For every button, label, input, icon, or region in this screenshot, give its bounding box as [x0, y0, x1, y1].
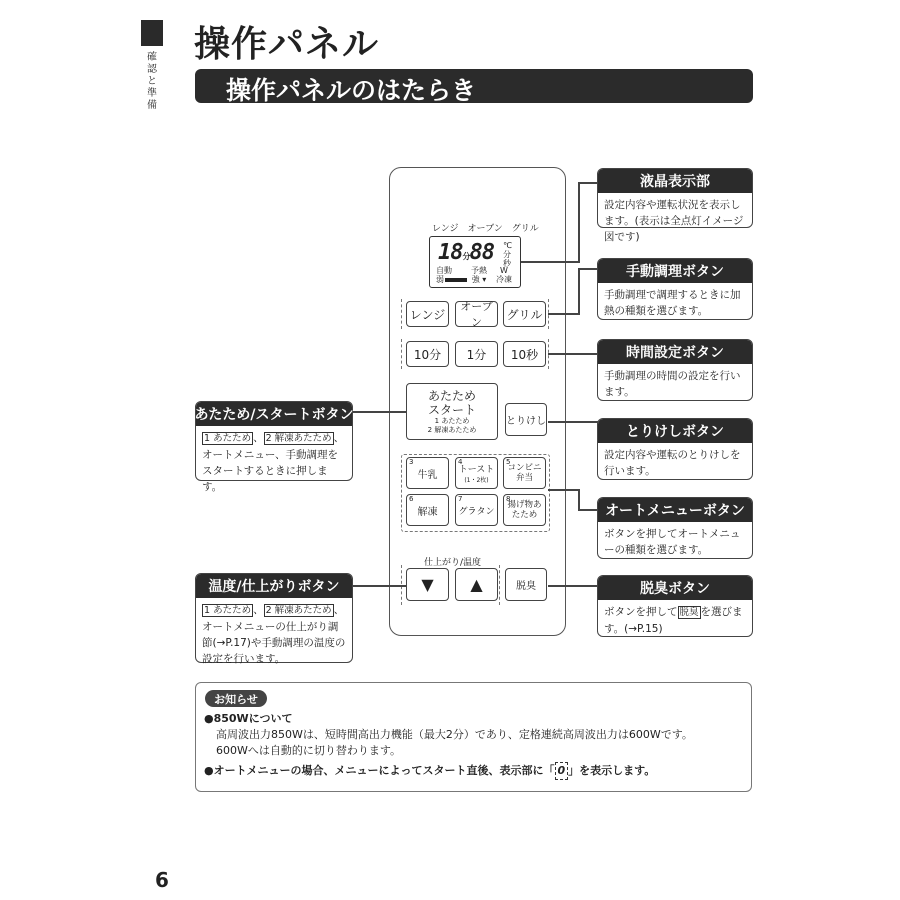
callout-text: 手動調理の時間の設定を行います。 [604, 370, 741, 398]
connector-line [521, 261, 580, 263]
lcd-preheat-label: 予熱 [471, 266, 487, 275]
lcd-unit-min2: 分 [503, 250, 511, 259]
callout-deodor [597, 575, 753, 637]
callout-cancel [597, 418, 753, 480]
menu-num: 3 [409, 458, 414, 466]
section-title: 操作パネルのはたらき [226, 76, 477, 105]
start-button-sub1: 1 あたため [434, 417, 470, 425]
menu-label: 解凍 [417, 506, 438, 518]
connector-line [548, 489, 580, 491]
deodorize-button[interactable]: 脱臭 [505, 568, 547, 601]
notice-tag: お知らせ [205, 690, 267, 707]
lcd-level-bar [445, 278, 467, 282]
key-1: 1 あたため [204, 605, 252, 616]
lcd-unit-min: 分 [462, 252, 470, 261]
menu-label: 牛乳 [417, 469, 438, 481]
key-1: 1 あたため [204, 433, 252, 444]
toast-button[interactable] [455, 457, 498, 489]
menu-sub: (1・2枚) [464, 477, 489, 484]
menu-label: トースト [458, 465, 495, 475]
connector-line [548, 585, 598, 587]
connector-line [578, 268, 580, 314]
notice-item2-post: 」を表示します。 [568, 764, 656, 777]
callout-text: 1 あたため 、 2 解凍あたため 、オートメニュー、手動調理をスタートするときに押します。 [202, 432, 345, 493]
menu-num: 7 [458, 495, 463, 503]
connector-line [548, 353, 598, 355]
lcd-digits [438, 240, 494, 265]
defrost-button[interactable] [406, 494, 449, 526]
callout-text-pre: ボタンを押して [604, 606, 678, 618]
callout-manual [597, 258, 753, 320]
cancel-button[interactable]: とりけし [505, 403, 547, 436]
convenience-bento-button[interactable] [503, 457, 546, 489]
lcd-preheat [471, 266, 487, 284]
lcd-digits-left: 18 [438, 240, 463, 265]
one-min-button[interactable]: 1分 [455, 341, 498, 367]
finish-label: 仕上がり/温度 [424, 558, 482, 568]
connector-line [578, 182, 580, 262]
menu-label: コンビニ弁当 [507, 463, 542, 483]
connector-line [578, 489, 580, 510]
gratin-button[interactable] [455, 494, 498, 526]
lcd-strong-label: 強 [471, 275, 480, 284]
menu-label: 揚げ物あたため [507, 500, 542, 520]
lcd-units [503, 241, 512, 268]
notice-item2-pre: ●オートメニューの場合、メニューによってスタート直後、表示部に「 [204, 764, 555, 777]
connector-line [578, 509, 598, 511]
fried-food-button[interactable] [503, 494, 546, 526]
down-button[interactable]: ▼ [406, 568, 449, 601]
ten-sec-button[interactable]: 10秒 [503, 341, 546, 367]
callout-temp [195, 573, 353, 663]
callout-text-body: 、オートメニュー、手動調理をスタートするときに押します。 [202, 432, 345, 493]
connector-line [548, 313, 580, 315]
notice-item1-line2: 600Wへは自動的に切り替わります。 [216, 744, 401, 757]
start-button-label: あたため スタート [427, 389, 476, 417]
menu-num: 6 [409, 495, 414, 503]
callout-title: 液晶表示部 [598, 169, 752, 193]
lcd-w [496, 266, 512, 284]
callout-text: ボタンを押してオートメニューの種類を選びます。 [604, 528, 741, 556]
connector-line [352, 411, 406, 413]
key-2: 2 解凍あたため [265, 433, 332, 444]
lcd-arrow-icon: ▾ [482, 275, 487, 284]
callout-title: あたため/スタートボタン [196, 402, 352, 426]
callout-text [598, 600, 752, 641]
lcd-freeze-label: 冷凍 [496, 275, 512, 284]
callout-start [194, 401, 354, 493]
menu-num: 8 [506, 495, 511, 503]
connector-line [578, 268, 598, 270]
callout-text: 1 あたため 、 2 解凍あたため 、オートメニューの仕上がり調節(→P.17)や手動調理の温度の設定を行います。 [202, 604, 346, 665]
grill-button[interactable]: グリル [503, 301, 546, 327]
callout-text: 設定内容や運転のとりけしを行います。 [604, 449, 741, 477]
deodor-key: 脱臭 [679, 607, 699, 618]
callout-title: とりけしボタン [598, 419, 752, 443]
lcd-digits-right: 88 [469, 240, 494, 265]
page-number: 6 [155, 868, 169, 892]
callout-time [597, 339, 753, 401]
range-button[interactable]: レンジ [406, 301, 449, 327]
callout-title: 温度/仕上がりボタン [196, 574, 352, 598]
callout-text-post: を選びます。(→P.15) [604, 606, 743, 635]
callout-text-body: 、オートメニューの仕上がり調節(→P.17)や手動調理の温度の設定を行います。 [202, 604, 346, 665]
start-button-sub2: 2 解凍あたため [427, 426, 477, 434]
callout-title: オートメニューボタン [598, 498, 752, 522]
menu-label: グラタン [458, 506, 495, 517]
page-title: 操作パネル [194, 24, 380, 65]
notice-item1-line1: 高周波出力850Wは、短時間高出力機能（最大2分）であり、定格連続高周波出力は600Wです。 [216, 728, 693, 741]
menu-num: 5 [506, 458, 511, 466]
callout-automenu [597, 497, 753, 559]
section-marker-block [141, 20, 163, 46]
lcd-unit-sec: 秒 [503, 259, 511, 268]
ten-min-button[interactable]: 10分 [406, 341, 449, 367]
lcd-unit-c: ℃ [503, 241, 512, 250]
connector-line [578, 182, 598, 184]
callout-text: 手動調理で調理するときに加熱の種類を選びます。 [604, 289, 741, 317]
start-button[interactable] [406, 383, 498, 440]
key-2: 2 解凍あたため [265, 605, 332, 616]
oven-button[interactable]: オーブン [455, 301, 498, 327]
callout-lcd [597, 168, 753, 243]
lcd-auto2-label: 弱 [436, 275, 444, 284]
lcd-w-label: W [500, 266, 508, 275]
connector-line [548, 421, 598, 423]
blinking-zero-icon: 0 [555, 762, 569, 780]
menu-num: 4 [458, 458, 463, 466]
milk-button[interactable] [406, 457, 449, 489]
callout-title: 脱臭ボタン [598, 576, 752, 600]
up-button[interactable]: ▲ [455, 568, 498, 601]
notice-item1-head: ●850Wについて [204, 712, 293, 725]
lcd-mode-labels: レンジ オーブン グリル [432, 224, 539, 234]
lcd-auto-label: 自動 [436, 266, 452, 275]
side-label: 確認と準備 [147, 52, 157, 111]
lcd-auto [436, 266, 467, 284]
callout-title: 手動調理ボタン [598, 259, 752, 283]
notice-item2 [204, 762, 655, 780]
callout-text: 設定内容や運転状況を表示します。(表示は全点灯イメージ図です) [604, 199, 744, 243]
callout-title: 時間設定ボタン [598, 340, 752, 364]
connector-line [352, 585, 406, 587]
